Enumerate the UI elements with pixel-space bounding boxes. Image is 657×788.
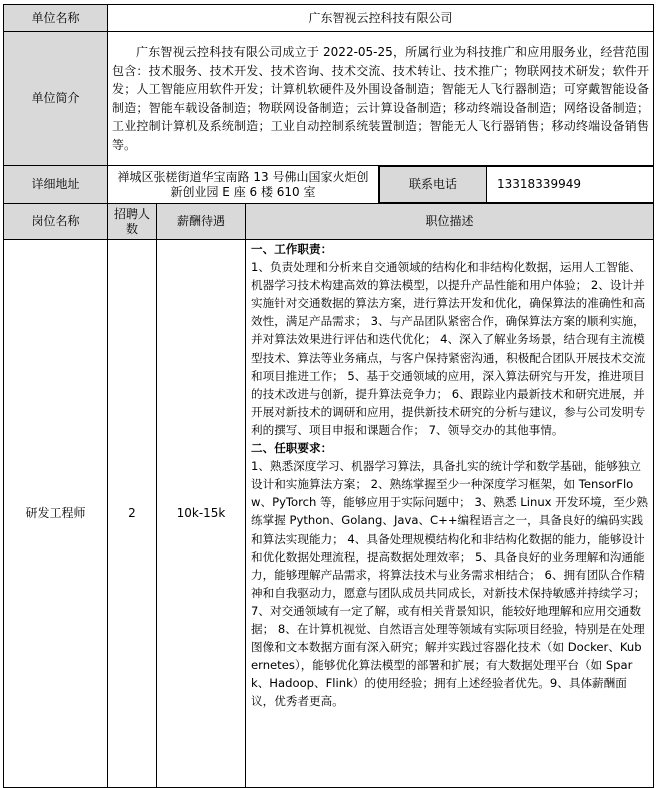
header-salary: 薪酬待遇 — [157, 204, 246, 240]
address-cell — [108, 166, 379, 204]
requirements-text: 1、熟悉深度学习、机器学习算法，具备扎实的统计学和数学基础，能够独立设计和实施算法方案； 2、熟练掌握至少一种深度学习框架，如 TensorFlow、PyTorch 等，能够应用于实际问题中； 3、熟悉 Linux 开发环境，至少熟练掌握 Python、Golang、Java、C++编程语言之一，具备良好的编码实践和算法实现能力； 4、具备处理规模结构化和非结构化数据的能力，能够设计和优化数据处理流程，提高数据处理效率； 5、具备良好的业务理解和沟通能力，能够理解产品需求，将算法技术与业务需求相结合； 6、拥有团队合作精神和自我驱动力，愿意与团队成员共同成长，对新技术保持敏感并持续学习； 7、对交通领域有一定了解，或有相关背景知识，能较好地理解和应用交通数据； 8、在计算机视觉、自然语言处理等领域有实际项目经验，特别是在处理图像和文本数据方面有深入研究；解并实践过容器化技术（如 Docker、Kubernetes），能够优化算法模型的部署和扩展；有大数据处理平台（如 Spark、Hadoop、Flink）的使用经验；拥有上述经验者优先。9、具体薪酬面议，优秀者更高。 — [251, 459, 648, 709]
company-intro-label: 单位简介 — [4, 32, 108, 166]
duties-text: 1、负责处理和分析来自交通领域的结构化和非结构化数据，运用人工智能、机器学习技术构建高效的算法模型，以提升产品性能和用户体验； 2、设计并实施针对交通数据的算法方案，进行算法开发和优化，确保算法的准确性和高效性，满足产品需求； 3、与产品团队紧密合作，确保算法方案的顺利实施，并对算法效果进行评估和迭代优化； 4、深入了解业务场景，结合现有主流模型技术、算法等业务痛点，与客户保持紧密沟通，积极配合团队开展技术交流和项目推进工作； 5、基于交通领域的应用，深入算法研究与开发，推进项目的技术改进与创新，提升算法竞争力； 6、跟踪业内最新技术和研究进展，并开展对新技术的调研和应用，提供新技术研究的分析与建议，参与公司发明专利的撰写、项目申报和课题合作； 7、领导交办的其他事情。 — [251, 260, 646, 437]
address-label: 详细地址 — [4, 166, 108, 204]
company-name-label: 单位名称 — [4, 5, 108, 32]
job-description-cell — [246, 240, 654, 788]
company-intro-text: 广东智视云控科技有限公司成立于 2022-05-25，所属行业为科技推广和应用服务业，经营范围包含：技术服务、技术开发、技术咨询、技术交流、技术转让、技术推广；物联网技术研发；软件开发；人工智能应用软件开发；计算机软硬件及外围设备制造；智能无人飞行器制造；可穿戴智能设备制造；智能车载设备制造；物联网设备制造；云计算设备制造；移动终端设备制造；网络设备制造；工业控制计算机及系统制造；工业自动控制系统装置制造；智能无人飞行器销售；移动终端设备销售等。 — [112, 45, 650, 152]
address-row — [4, 166, 654, 204]
duties-title: 一、工作职责： — [251, 242, 333, 256]
job-posting-table — [3, 4, 654, 788]
company-name: 广东智视云控科技有限公司 — [108, 5, 654, 32]
phone-container — [379, 166, 654, 204]
job-count: 2 — [108, 240, 157, 788]
phone-number: 13318339949 — [487, 167, 654, 203]
job-description — [251, 240, 648, 710]
job-position: 研发工程师 — [4, 240, 108, 788]
phone-label: 联系电话 — [380, 167, 487, 203]
header-position: 岗位名称 — [4, 204, 108, 240]
company-intro-cell — [108, 32, 654, 166]
header-row — [4, 204, 654, 240]
address-text: 禅城区张槎街道华宝南路 13 号佛山国家火炬创新创业园 E 座 6 楼 610 室 — [117, 169, 369, 199]
company-intro-row — [4, 32, 654, 166]
requirements-title: 二、任职要求： — [251, 441, 333, 456]
header-count: 招聘人数 — [113, 206, 150, 236]
header-description: 职位描述 — [246, 204, 654, 240]
job-salary: 10k-15k — [157, 240, 246, 788]
company-name-row — [4, 5, 654, 32]
header-count-cell — [108, 204, 157, 240]
job-row — [4, 240, 654, 788]
